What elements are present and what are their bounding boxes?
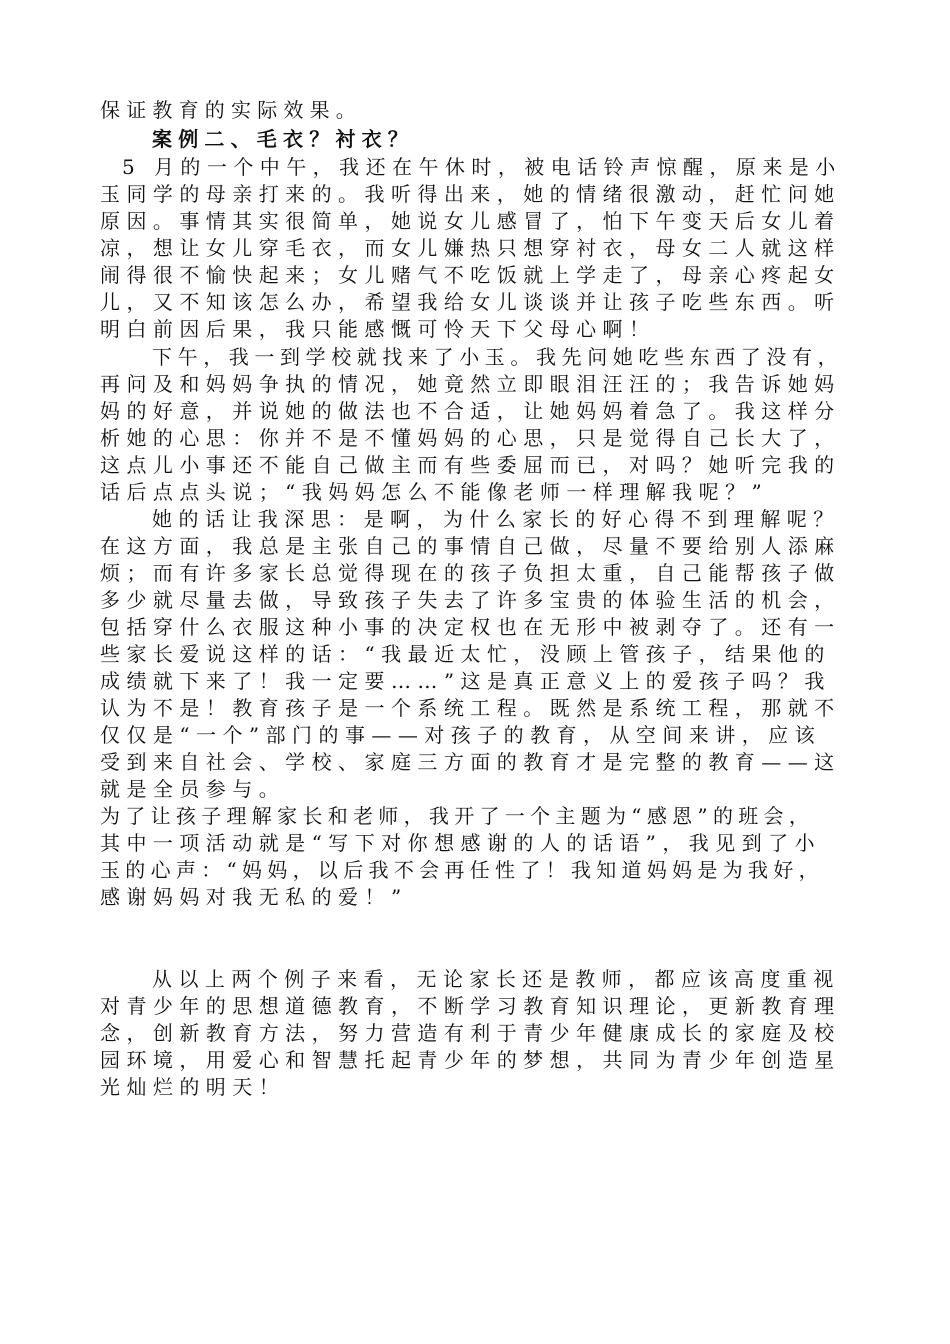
text-line: 其中一项活动就是“写下对你想感谢的人的话语”，我见到了小	[100, 831, 822, 855]
text-line: 妈的好意，并说她的做法也不合适，让她妈妈着急了。我这样分	[100, 399, 841, 423]
text-line: 从以上两个例子来看，无论家长还是教师，都应该高度重视	[152, 967, 840, 991]
text-line: 园环境，用爱心和智慧托起青少年的梦想，共同为青少年创造星	[100, 1048, 841, 1072]
text-line: 玉同学的母亲打来的。我听得出来，她的情绪很激动，赶忙问她	[100, 182, 841, 206]
text-line: 包括穿什么衣服这种小事的决定权也在无形中被剥夺了。还有一	[100, 615, 841, 639]
text-line: 5 月的一个中午，我还在午休时，被电话铃声惊醒，原来是小	[122, 155, 842, 179]
text-line: 为了让孩子理解家长和老师，我开了一个主题为“感恩”的班会，	[100, 804, 815, 828]
text-line: 成绩就下来了！我一定要……”这是真正意义上的爱孩子吗？我	[100, 669, 831, 693]
text-line: 受到来自社会、学校、家庭三方面的教育才是完整的教育——这	[100, 750, 841, 774]
text-line: 儿，又不知该怎么办，希望我给女儿谈谈并让孩子吃些东西。听	[100, 290, 841, 314]
text-line: 对青少年的思想道德教育，不断学习教育知识理论，更新教育理	[100, 994, 841, 1018]
text-line: 烦；而有许多家长总觉得现在的孩子负担太重，自己能帮孩子做	[100, 561, 841, 585]
text-line: 保证教育的实际效果。	[100, 98, 362, 122]
text-line: 念，创新教育方法，努力营造有利于青少年健康成长的家庭及校	[100, 1021, 841, 1045]
text-line: 多少就尽量去做，导致孩子失去了许多宝贵的体验生活的机会，	[100, 588, 841, 612]
text-line: 下午，我一到学校就找来了小玉。我先问她吃些东西了没有，	[152, 345, 844, 369]
text-line: 明白前因后果，我只能感慨可怜天下父母心啊！	[100, 317, 656, 341]
text-line: 在这方面，我总是主张自己的事情自己做，尽量不要给别人添麻	[100, 534, 841, 558]
text-line: 闹得很不愉快起来；女儿赌气不吃饭就上学走了，母亲心疼起女	[100, 263, 841, 287]
text-line: 析她的心思：你并不是不懂妈妈的心思，只是觉得自己长大了，	[100, 426, 841, 450]
text-line: 这点儿小事还不能自己做主而有些委屈而已，对吗？她听完我的	[100, 453, 841, 477]
text-line: 再问及和妈妈争执的情况，她竟然立即眼泪汪汪的；我告诉她妈	[100, 372, 841, 396]
case-heading: 案例二、毛衣？衬衣？	[152, 127, 414, 151]
text-line: 原因。事情其实很简单，她说女儿感冒了，怕下午变天后女儿着	[100, 209, 841, 233]
text-line: 些家长爱说这样的话：“我最近太忙，没顾上管孩子，结果他的	[100, 642, 831, 666]
text-line: 仅仅是“一个”部门的事——对孩子的教育，从空间来讲，应该	[100, 723, 822, 747]
text-line: 话后点点头说；“我妈妈怎么不能像老师一样理解我呢？”	[100, 480, 769, 504]
text-line: 她的话让我深思：是啊，为什么家长的好心得不到理解呢？	[152, 507, 840, 531]
text-line: 光灿烂的明天！	[100, 1075, 286, 1099]
text-line: 就是全员参与。	[100, 777, 286, 801]
text-line: 感谢妈妈对我无私的爱！”	[100, 885, 408, 909]
text-line: 凉，想让女儿穿毛衣，而女儿嫌热只想穿衬衣，母女二人就这样	[100, 236, 841, 260]
text-line: 玉的心声：“妈妈，以后我不会再任性了！我知道妈妈是为我好，	[100, 858, 824, 882]
text-line: 认为不是！教育孩子是一个系统工程。既然是系统工程，那就不	[100, 696, 841, 720]
